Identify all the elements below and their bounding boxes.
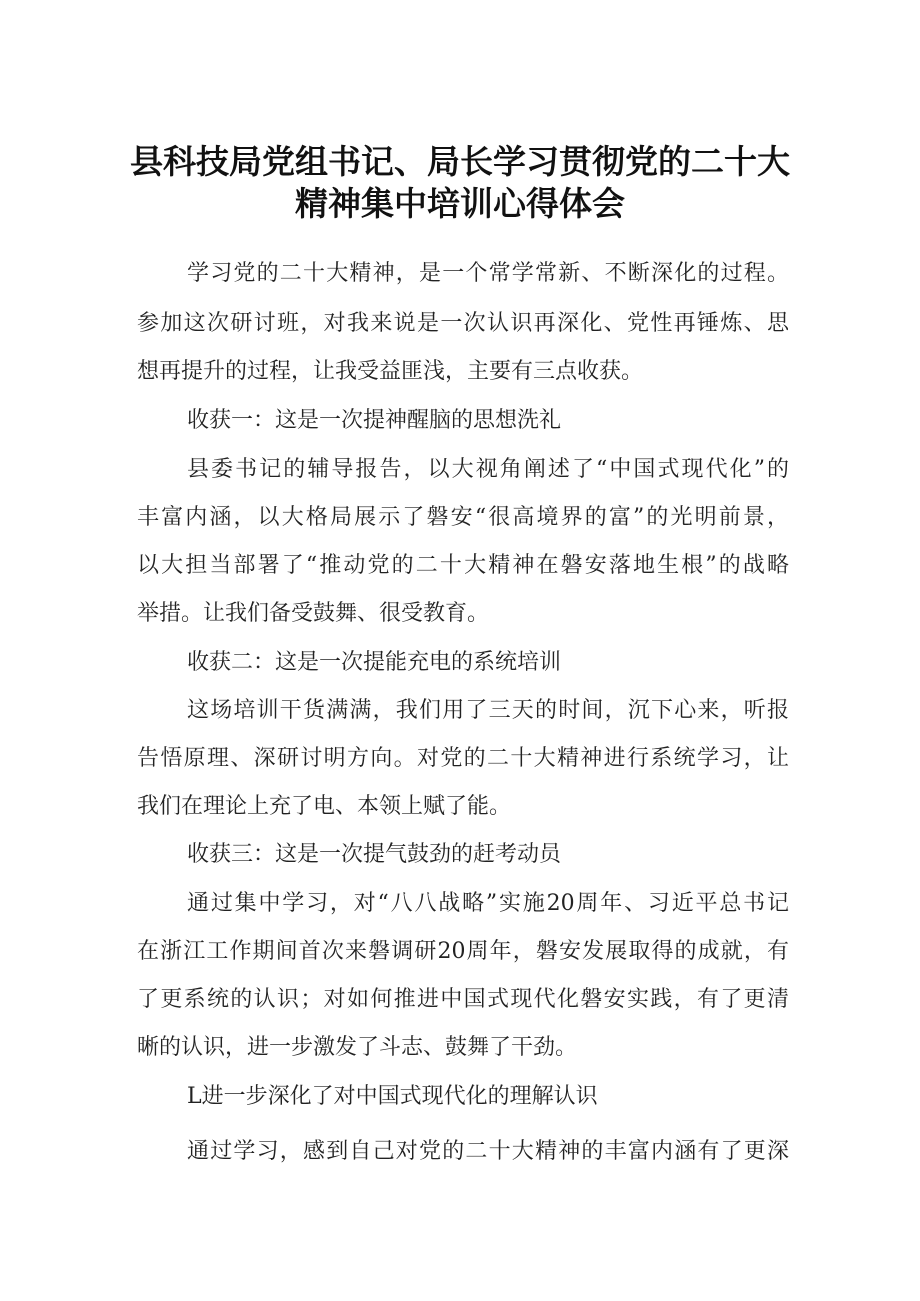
paragraph-line: 通过学习，感到自己对党的二十大精神的丰富内涵有了更深 [187, 1139, 789, 1164]
paragraph-line: 想再提升的过程，让我受益匪浅，主要有三点收获。 [137, 359, 644, 384]
paragraph-line: 举措。让我们备受鼓舞、很受教育。 [137, 601, 490, 626]
paragraph-line: 丰富内涵，以大格局展示了磐安“很高境界的富”的光明前景， [137, 505, 789, 530]
document-title-line-1: 县科技局党组书记、局长学习贯彻党的二十大 [130, 142, 790, 181]
paragraph-line: 晰的认识，进一步激发了斗志、鼓舞了干劲。 [137, 1035, 578, 1060]
paragraph-line: 告悟原理、深研讨明方向。对党的二十大精神进行系统学习，让 [137, 746, 789, 771]
paragraph-line: 县委书记的辅导报告，以大视角阐述了“中国式现代化”的 [187, 457, 789, 482]
paragraph-line: 参加这次研讨班，对我来说是一次认识再深化、党性再锤炼、思 [137, 311, 789, 336]
paragraph-line: 以大担当部署了“推动党的二十大精神在磐安落地生根”的战略 [137, 553, 789, 578]
section-heading: 收获三：这是一次提气鼓劲的赶考动员 [187, 842, 562, 867]
paragraph-line: 了更系统的认识；对如何推进中国式现代化磐安实践，有了更清 [137, 987, 789, 1012]
section-heading: 收获二：这是一次提能充电的系统培训 [187, 650, 562, 675]
section-heading: 收获一：这是一次提神醒脑的思想洗礼 [187, 408, 562, 433]
document-title-line-2: 精神集中培训心得体会 [295, 184, 625, 223]
paragraph-line: 学习党的二十大精神，是一个常学常新、不断深化的过程。 [187, 261, 789, 286]
paragraph-line: 在浙江工作期间首次来磐调研20周年，磐安发展取得的成就，有 [137, 939, 789, 964]
paragraph-line: 通过集中学习，对“八八战略”实施20周年、习近平总书记 [187, 891, 789, 916]
paragraph-line: 我们在理论上充了电、本领上赋了能。 [137, 794, 512, 819]
section-heading: L进一步深化了对中国式现代化的理解认识 [187, 1084, 598, 1109]
paragraph-line: 这场培训干货满满，我们用了三天的时间，沉下心来，听报 [187, 698, 789, 723]
